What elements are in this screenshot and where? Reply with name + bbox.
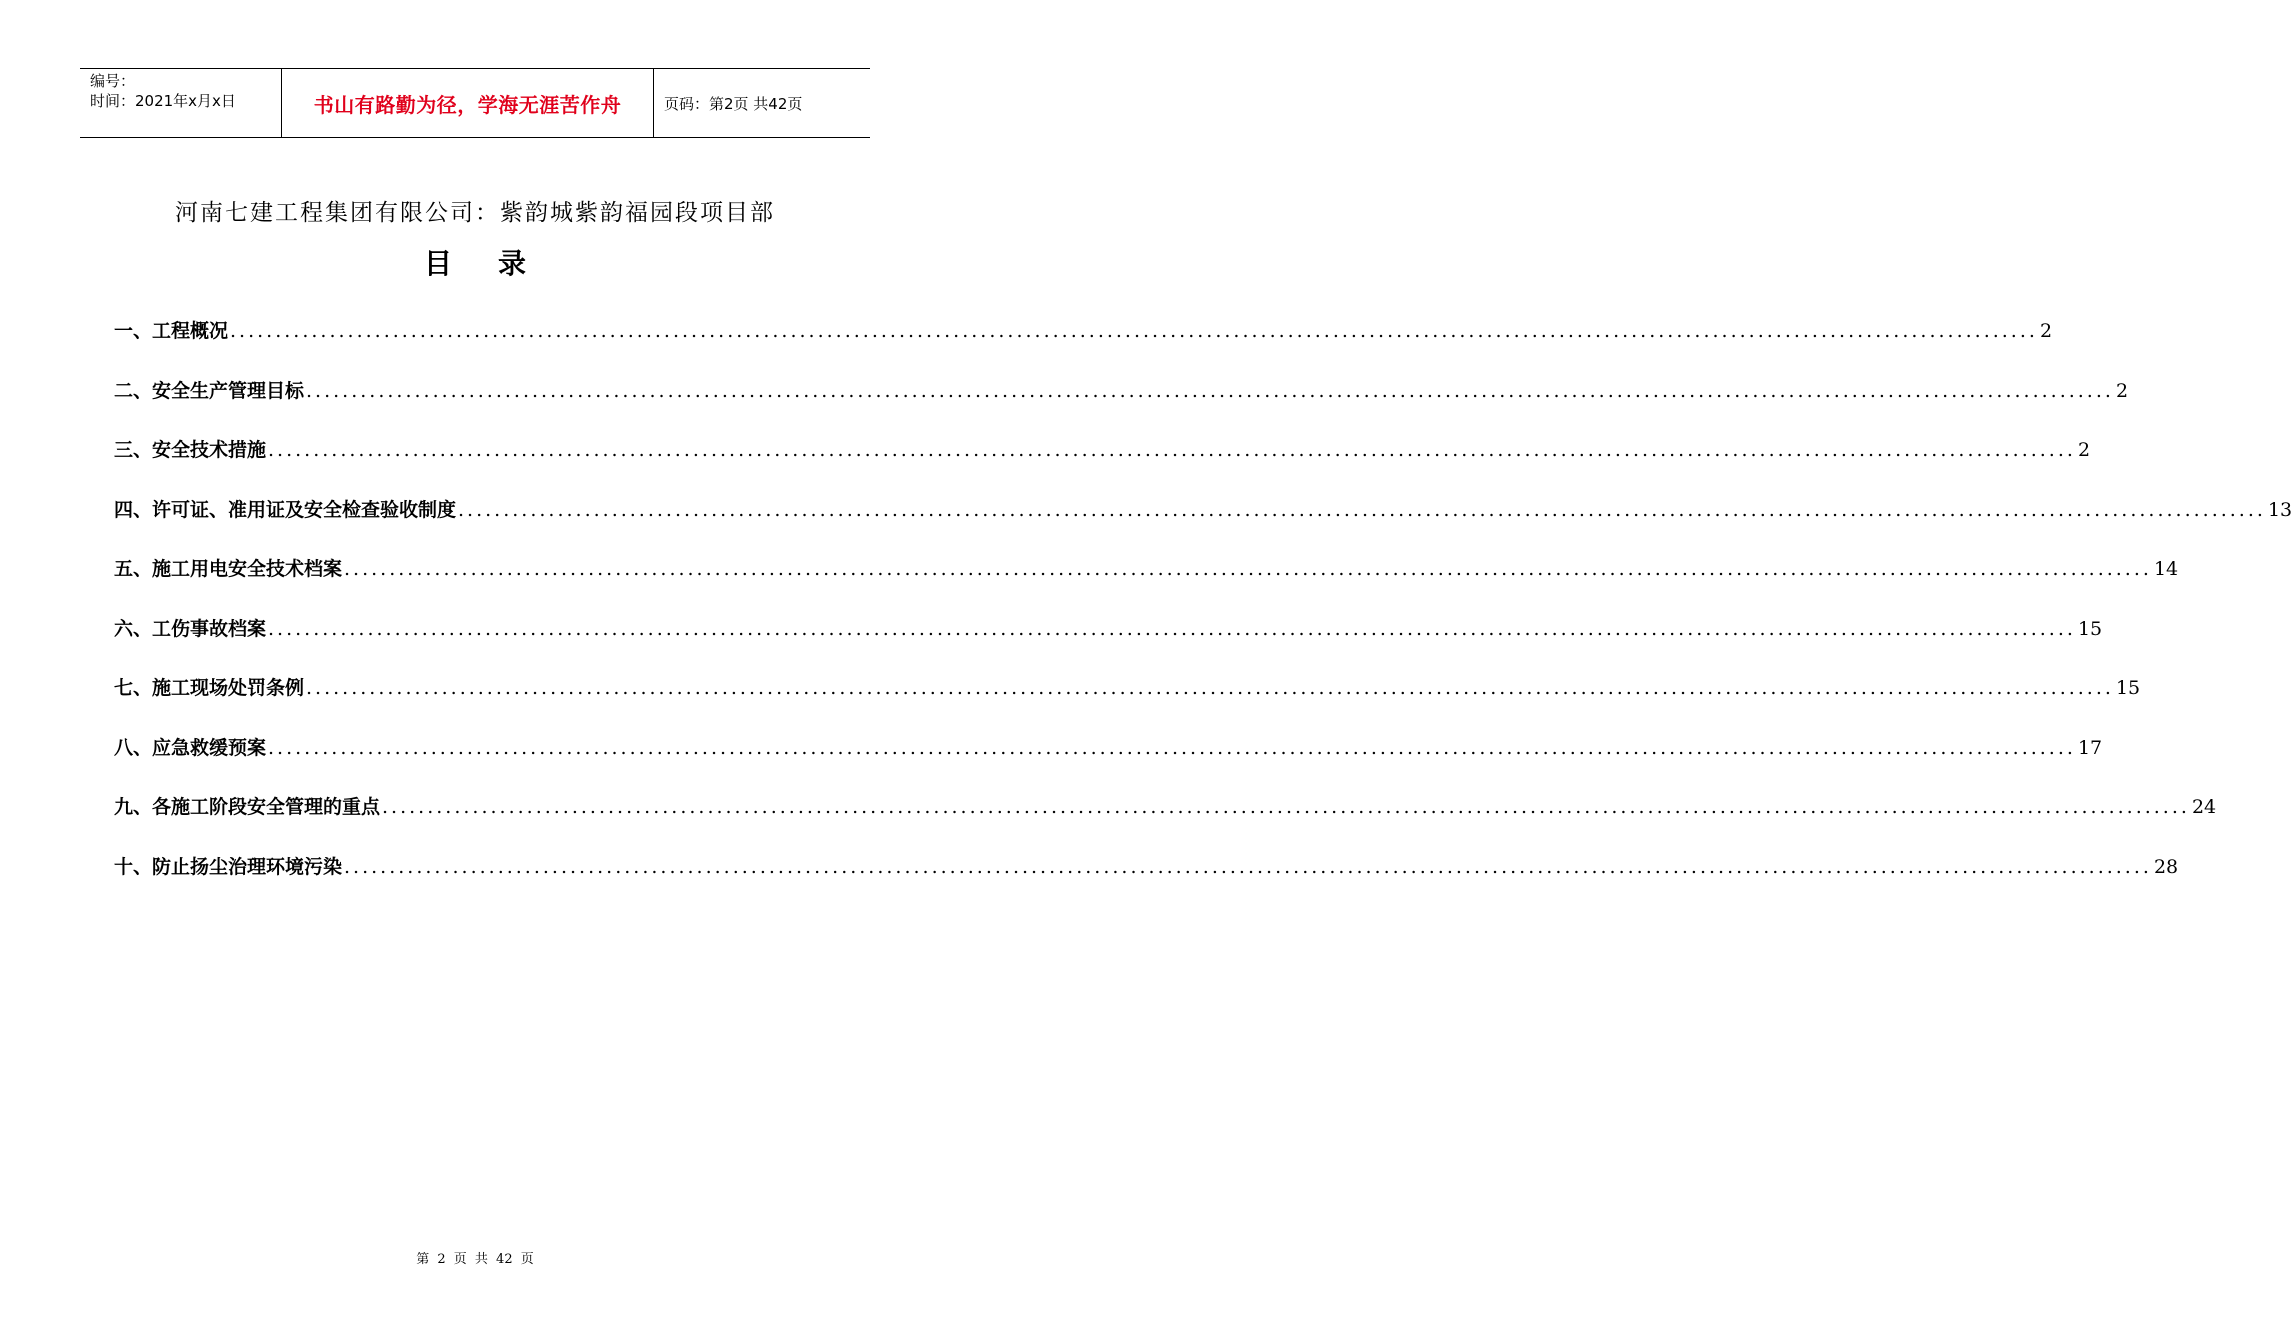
toc-entry-title: 三、安全技术措施 <box>114 439 267 461</box>
toc-entry[interactable] <box>114 673 2141 733</box>
toc-leader-dots: ........................................................................................................................................................................................................ <box>230 320 2038 342</box>
toc-entry[interactable] <box>114 554 2179 614</box>
page-header <box>80 68 870 138</box>
toc-leader-dots: ........................................................................................................................................................................................................ <box>268 736 2076 759</box>
header-motto-cell <box>282 69 654 137</box>
toc-entry-page: 2 <box>2115 379 2129 402</box>
toc-leader-dots: ........................................................................................................................................................................................................ <box>382 796 2190 818</box>
toc-entry[interactable] <box>114 376 2129 436</box>
toc-leader-dots: ........................................................................................................................................................................................................ <box>268 617 2076 640</box>
toc-entry[interactable] <box>114 852 2179 912</box>
toc-heading: 目录 <box>423 247 572 280</box>
header-page-info: 页码：第2页 共42页 <box>664 94 803 113</box>
toc-entry[interactable] <box>114 435 2091 495</box>
toc-entry[interactable] <box>114 495 2292 555</box>
toc-entry[interactable] <box>114 792 2217 852</box>
toc-leader-dots: ........................................................................................................................................................................................................ <box>268 439 2076 461</box>
toc-entry-page: 2 <box>2077 439 2091 461</box>
document-number-label: 编号： <box>90 72 136 90</box>
toc-entry-page: 13 <box>2267 498 2292 521</box>
toc-leader-dots: ........................................................................................................................................................................................................ <box>344 855 2152 878</box>
header-left-cell <box>80 69 282 137</box>
toc-entry-page: 15 <box>2077 617 2103 640</box>
header-page-cell <box>654 69 870 137</box>
toc-entry-page: 28 <box>2153 855 2179 878</box>
toc-entry-page: 24 <box>2191 796 2217 818</box>
toc-entry-title: 二、安全生产管理目标 <box>114 379 305 402</box>
header-motto: 书山有路勤为径，学海无涯苦作舟 <box>313 92 622 117</box>
toc-entry-page: 2 <box>2039 320 2053 342</box>
toc-entry-page: 17 <box>2077 736 2103 759</box>
organization-title: 河南七建工程集团有限公司：紫韵城紫韵福园段项目部 <box>175 200 775 226</box>
page-footer: 第 2 页 共 42 页 <box>416 1252 534 1267</box>
toc-entry-title: 五、施工用电安全技术档案 <box>114 558 343 580</box>
toc-leader-dots: ........................................................................................................................................................................................................ <box>306 379 2114 402</box>
toc-entry[interactable] <box>114 316 2053 376</box>
toc-entry[interactable] <box>114 614 2103 674</box>
toc-entry-page: 14 <box>2153 558 2179 580</box>
toc-entry-title: 八、应急救缓预案 <box>114 736 267 759</box>
toc-entry[interactable] <box>114 733 2103 793</box>
document-date-label: 时间：2021年x月x日 <box>90 92 236 110</box>
toc-entry-title: 七、施工现场处罚条例 <box>114 677 305 699</box>
toc-entry-title: 四、许可证、准用证及安全检查验收制度 <box>114 498 457 521</box>
toc-leader-dots: ........................................................................................................................................................................................................ <box>344 558 2152 580</box>
toc-entry-title: 一、工程概况 <box>114 320 229 342</box>
toc-entry-title: 九、各施工阶段安全管理的重点 <box>114 796 381 818</box>
toc-entry-title: 六、工伤事故档案 <box>114 617 267 640</box>
toc-leader-dots: ........................................................................................................................................................................................................ <box>458 498 2266 521</box>
toc-leader-dots: ........................................................................................................................................................................................................ <box>306 677 2114 699</box>
toc-entry-title: 十、防止扬尘治理环境污染 <box>114 855 343 878</box>
toc-entry-page: 15 <box>2115 677 2141 699</box>
table-of-contents <box>114 316 2292 911</box>
